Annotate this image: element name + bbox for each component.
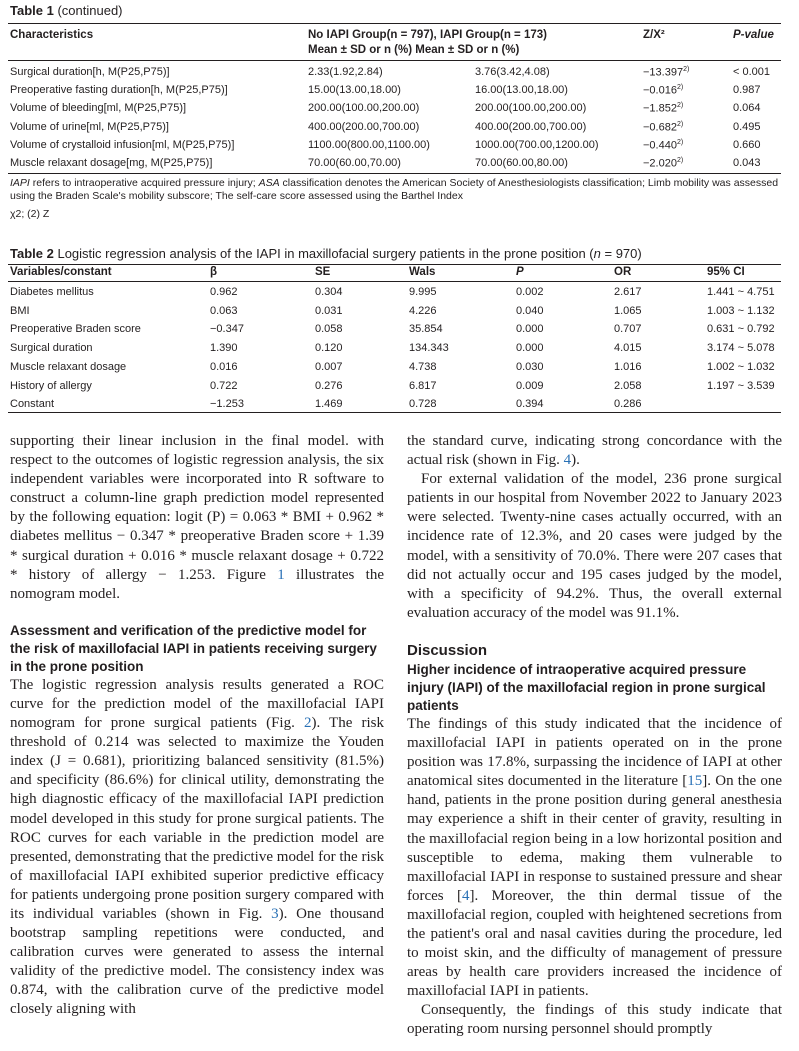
table2-cell-p: 0.000 [516, 323, 544, 336]
table2-cell-se: 0.304 [315, 286, 343, 298]
left-p1-text-end: illustrates the nomogram model. [10, 566, 384, 602]
footnote-text-2: classification denotes the American Society of Anesthesiologists classification; Limb mobility was assessed using the Braden Scale's mobility subscore; The self-care score assessed using the Barthel Index [10, 177, 779, 202]
table1-z-value: −2.020 [643, 157, 677, 170]
table1-cell-characteristic: Volume of urine[ml, M(P25,P75)] [10, 120, 169, 133]
table2-caption-n: n [593, 246, 601, 261]
table2-row [0, 359, 799, 377]
table2-cell-se: 0.120 [315, 342, 343, 355]
table1-label: Table 1 [10, 3, 54, 18]
table1-row [0, 64, 799, 82]
table1-cell-z [643, 121, 683, 134]
table2-cell-wals: 134.343 [409, 342, 449, 355]
table2-cell-se: 0.031 [315, 304, 343, 317]
table2-cell-or: 0.707 [614, 323, 642, 336]
table2-cell-or: 1.016 [614, 360, 642, 373]
table2-cell-se: 0.276 [315, 379, 343, 392]
table2-cell-se: 0.058 [315, 323, 343, 336]
right-paragraph-2: For external validation of the model, 236 prone surgical patients in our hospital from November 2022 to January 2023 were selected. Twenty-nine cases actually occurred, with an incidence rate of 12.3%, and 20 cases were judged by the model, with a sensitivity of 70.0%. There were 207 cases that did not actually occur and 195 cases judged by the model, with a specificity of 94.2%. Thus, the overall external evaluation accuracy of the model was 91.1%. [407, 471, 782, 621]
table2-cell-ci: 1.002 ~ 1.032 [707, 360, 775, 373]
table1-cell-characteristic: Volume of bleeding[ml, M(P25,P75)] [10, 102, 187, 115]
table1-cell-no-iapi: 200.00(100.00,200.00) [308, 102, 420, 115]
table2-caption-text: Logistic regression analysis of the IAPI in maxillofacial surgery patients in the prone position ( [57, 246, 594, 261]
table1-cell-no-iapi: 400.00(200.00,700.00) [308, 120, 420, 133]
table2-cell-variable: Diabetes mellitus [10, 286, 94, 298]
table2-cell-wals: 4.738 [409, 360, 437, 373]
table2-top-rule [8, 264, 781, 265]
table2-cell-beta: 0.962 [210, 286, 238, 298]
table2-cell-p: 0.002 [516, 286, 544, 298]
table2-cell-beta: −1.253 [210, 398, 244, 411]
table2-cell-se: 0.007 [315, 360, 343, 373]
table1-header-pvalue: P-value [733, 29, 774, 41]
table2-cell-wals: 35.854 [409, 323, 443, 336]
table1-cell-p: 0.987 [733, 84, 761, 97]
table1-bottom-rule [8, 173, 781, 174]
left-column [10, 432, 384, 1020]
table2-header-cell: OR [614, 266, 632, 278]
right-paragraph-3 [407, 715, 782, 1001]
table1-row [0, 82, 799, 100]
table1-row [0, 100, 799, 118]
table1-cell-z [643, 84, 683, 97]
table2-cell-or: 0.286 [614, 398, 642, 411]
table1-cell-no-iapi: 70.00(60.00,70.00) [308, 157, 401, 169]
table2-cell-beta: −0.347 [210, 323, 244, 336]
table1-z-superscript: 2) [676, 102, 684, 110]
table2-cell-or: 2.058 [614, 379, 642, 392]
table1-cell-p: < 0.001 [733, 66, 771, 78]
table2-row [0, 378, 799, 396]
table2-caption-end: = 970) [600, 246, 642, 261]
table2-cell-or: 2.617 [614, 286, 642, 298]
table1-cell-no-iapi: 15.00(13.00,18.00) [308, 84, 401, 97]
table1-z-superscript: 2) [676, 84, 684, 92]
table1-cell-iapi: 1000.00(700.00,1200.00) [475, 138, 599, 151]
table1-z-value: −13.397 [643, 66, 684, 79]
table2-cell-variable: Preoperative Braden score [10, 323, 141, 336]
figure-2-link[interactable]: 2 [303, 715, 312, 732]
table1-cell-characteristic: Muscle relaxant dosage[mg, M(P25,P75)] [10, 157, 213, 169]
table1-header-groups-line1: No IAPI Group(n = 797), IAPI Group(n = 173) [308, 29, 547, 41]
table1-cell-p: 0.064 [733, 102, 761, 115]
table2-cell-or: 1.065 [614, 304, 642, 317]
table1-row [0, 119, 799, 137]
left-p2-text: The logistic regression analysis results generated a ROC curve for the prediction model of the maxillofacial IAPI nomogram for prone surgical patients (Fig. [10, 676, 384, 732]
table2-label: Table 2 [10, 246, 54, 261]
table1-cell-iapi: 400.00(200.00,700.00) [475, 120, 587, 133]
table1-cell-z [643, 157, 683, 170]
footnote-asa: ASA [258, 177, 280, 189]
right-p3-text: The findings of this study indicated that the incidence of maxillofacial IAPI in patients operated on in the prone position was 17.8%, surpassing the incidence of IAPI at other anatomical sites documented in the literature [ [407, 715, 782, 790]
figure-4-link[interactable]: 4 [563, 452, 572, 469]
table1-cell-z [643, 139, 683, 152]
figure-1-link[interactable]: 1 [277, 566, 285, 583]
table2-cell-ci: 1.197 ~ 3.539 [707, 379, 775, 392]
table1-header-rule [8, 60, 781, 61]
left-p2-text-end: ). One thousand bootstrap sampling repetitions were conducted, and calibration curves were generated to assess the internal validity of the predictive model. The consistency index was 0.874, with the calibration curve of the predictive model closely aligning with [10, 905, 385, 1018]
table1-cell-iapi: 200.00(100.00,200.00) [475, 102, 587, 115]
right-p3-text-end: ]. Moreover, the thin dermal tissue of the maxillofacial region, coupled with heightened secretions from the patient's oral and nasal cavities during the procedure, led to moist skin, and the difficulty of management of pressure areas by health care providers increased the incidence of maxillofacial IAPI in patients. [407, 887, 782, 1000]
right-paragraph-4: Consequently, the findings of this study indicate that operating room nursing personnel should promptly [407, 1002, 782, 1038]
table2-cell-p: 0.000 [516, 342, 544, 355]
table2-cell-wals: 9.995 [409, 286, 437, 298]
table2-header-cell: 95% CI [707, 266, 745, 278]
table1-z-superscript: 2) [676, 120, 684, 128]
table1-cell-p: 0.495 [733, 120, 761, 133]
table2-cell-beta: 1.390 [210, 342, 238, 355]
table1-cell-z [643, 102, 683, 115]
table2-header-cell: β [210, 266, 218, 278]
table2-cell-p: 0.394 [516, 398, 544, 411]
table1-cell-p: 0.043 [733, 157, 761, 169]
table1-cell-characteristic: Volume of crystalloid infusion[ml, M(P25,P75)] [10, 138, 235, 151]
table2-cell-variable: Constant [10, 398, 55, 411]
table2-cell-wals: 0.728 [409, 398, 437, 411]
table2-cell-variable: Surgical duration [10, 342, 93, 355]
table1-caption [10, 3, 123, 18]
table1-cell-no-iapi: 2.33(1.92,2.84) [308, 66, 383, 78]
table2-caption [10, 246, 642, 261]
table2-header-cell: Wals [409, 266, 436, 278]
table2-header-cell: Variables/constant [10, 266, 112, 278]
table1-header-zx2: Z/X² [643, 29, 665, 41]
table2-cell-se: 1.469 [315, 398, 343, 411]
right-paragraph-1 [407, 432, 782, 470]
left-paragraph-2 [10, 676, 384, 1020]
left-p1-text: supporting their linear inclusion in the final model. with respect to the outcomes of logistic regression analysis, the six independent variables were incorporated into R software to construct a column-line graph prediction model represented by the following equation: logit (P) = 0.063 * BMI + 0.962 * diabetes mellitus − 0.347 * preoperative Braden score + 1.39 * surgical duration + 0.016 * muscle relaxant dosage + 0.722 * history of allergy − 1.253. Figure [10, 433, 384, 583]
table2-header-rule [8, 281, 781, 282]
right-p3-text-mid: ]. On the one hand, patients in the prone position during general anesthesia may experience a shift in their center of gravity, resulting in the maxillofacial region being in a low horizontal position and susceptible to edema, making them vulnerable to maxillofacial IAPI in response to sustained pressure and shear forces [ [407, 773, 783, 904]
table2-cell-wals: 6.817 [409, 379, 437, 392]
table1-header-groups-line2: Mean ± SD or n (%) Mean ± SD or n (%) [308, 44, 520, 56]
table2-row [0, 321, 799, 339]
right-p1-text-end: ). [571, 452, 580, 469]
section-heading-assessment: Assessment and verification of the predictive model for the risk of maxillofacial IAPI in patients receiving surgery in the prone position [10, 622, 377, 674]
table1-cell-characteristic: Preoperative fasting duration[h, M(P25,P75)] [10, 84, 228, 97]
footnote-iapi: IAPI [10, 177, 30, 189]
table1-cell-characteristic: Surgical duration[h, M(P25,P75)] [10, 66, 170, 78]
table2-cell-beta: 0.016 [210, 360, 238, 373]
section-heading-discussion: Discussion [407, 641, 488, 659]
table2-header-cell: P [516, 266, 524, 278]
table1-cell-no-iapi: 1100.00(800.00,1100.00) [308, 138, 430, 151]
table2-cell-beta: 0.063 [210, 304, 238, 317]
right-p1-text: the standard curve, indicating strong concordance with the actual risk (shown in Fig. [407, 433, 782, 469]
table2-cell-p: 0.009 [516, 379, 544, 392]
table1-cell-iapi: 16.00(13.00,18.00) [475, 84, 568, 97]
table1-header-characteristics: Characteristics [10, 29, 94, 41]
table1-z-superscript: 2) [683, 66, 690, 73]
table2-cell-p: 0.040 [516, 304, 544, 317]
table2-row [0, 284, 799, 302]
table1-z-value: −0.016 [643, 84, 677, 97]
table2-bottom-rule [8, 412, 781, 413]
table2-cell-ci: 1.003 ~ 1.132 [707, 304, 775, 317]
table2-cell-variable: BMI [10, 304, 30, 317]
table2-row [0, 303, 799, 321]
table1-top-rule [8, 23, 781, 24]
subsection-heading-incidence: Higher incidence of intraoperative acquired pressure injury (IAPI) of the maxillofacial region in prone surgical patients [407, 661, 766, 713]
footnote-text-1: refers to intraoperative acquired pressure injury; [29, 177, 259, 189]
table1-cell-iapi: 70.00(60.00,80.00) [475, 157, 568, 169]
table2-cell-ci: 1.441 ~ 4.751 [707, 286, 775, 298]
right-column [407, 432, 782, 1040]
table1-z-value: −0.682 [643, 121, 677, 134]
table2-header-cell: SE [315, 266, 331, 278]
table1-z-value: −0.440 [643, 139, 677, 152]
table2-cell-variable: History of allergy [10, 379, 92, 392]
table1-footnote-tests: χ2; (2) Z [10, 208, 50, 220]
table2-cell-p: 0.030 [516, 360, 544, 373]
table2-cell-ci: 3.174 ~ 5.078 [707, 342, 775, 355]
table2-row [0, 340, 799, 358]
table1-z-superscript: 2) [676, 157, 684, 164]
table1-cell-p: 0.660 [733, 138, 761, 151]
table2-cell-wals: 4.226 [409, 304, 437, 317]
table1-header-groups [308, 28, 547, 58]
figure-3-link[interactable]: 3 [271, 905, 279, 922]
reference-4-link[interactable]: 4 [461, 887, 470, 904]
table1-z-superscript: 2) [676, 138, 684, 146]
table1-row [0, 137, 799, 155]
left-paragraph-1 [10, 432, 384, 604]
table1-caption-text: (continued) [57, 3, 123, 18]
table1-row [0, 155, 799, 173]
left-p2-text-mid: ). The risk threshold of 0.214 was selected to maximize the Youden index (J = 0.681), prioritizing balanced sensitivity (81.5%) and specificity (86.6%) for clinical utility, demonstrating the high diagnostic efficacy of the maxillofacial IAPI prediction model developed in this study for prone surgical patients. The ROC curves for each variable in the prediction model are presented, demonstrating that the predictive model for the risk of maxillofacial IAPI exhibited superior predictive efficacy for patients undergoing prone position surgery compared with its individual variables (shown in Fig. [10, 715, 384, 922]
table1-cell-iapi: 3.76(3.42,4.08) [475, 66, 550, 78]
reference-15-link[interactable]: 15 [687, 773, 703, 790]
table2-cell-or: 4.015 [614, 342, 642, 355]
table1-cell-z [643, 66, 689, 79]
table1-footnote [10, 177, 785, 203]
table2-cell-beta: 0.722 [210, 379, 238, 392]
table1-z-value: −1.852 [643, 103, 677, 116]
table2-cell-variable: Muscle relaxant dosage [10, 360, 127, 373]
table2-cell-ci: 0.631 ~ 0.792 [707, 323, 775, 336]
